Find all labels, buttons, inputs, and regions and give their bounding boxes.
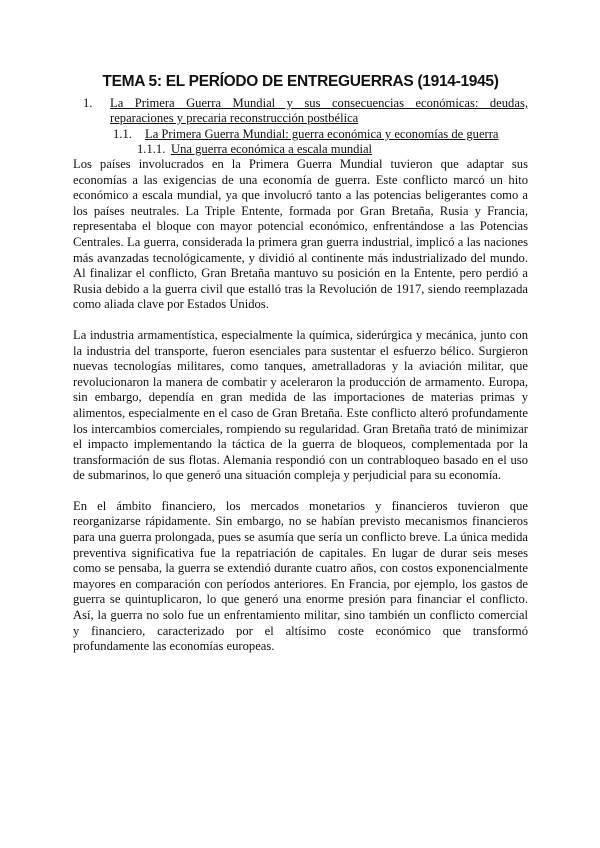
paragraph: La industria armamentística, especialmente la química, siderúrgica y mecánica, junto con la industria del transporte, fueron esenciales para sustentar el esfuerzo bélico. Surgieron nuevas tecnologías militares, como tanques, ametralladoras y la aviación militar, que revolucionaron la manera de combatir y aceleraron la producción de armamento. Europa, sin embargo, dependía en gran medida de las importaciones de materias primas y alimentos, especialmente en el caso de Gran Bretaña. Este conflicto alteró profundamente los intercambios comerciales, rompiendo su regularidad. Gran Bretaña trató de minimizar el impacto implementando la táctica de la guerra de bloqueos, complementada por la transformación de sus flotas. Alemania respondió con un contrabloqueo basado en el uso de submarinos, lo que generó una situación compleja y perjudicial para su economía. [73,327,528,483]
heading-1-text: La Primera Guerra Mundial y sus consecuencias económicas: deudas, reparaciones y precaria reconstrucción postbélica [110,96,528,125]
heading-2-text: La Primera Guerra Mundial: guerra económica y economías de guerra [145,127,499,141]
paragraph: Los países involucrados en la Primera Guerra Mundial tuvieron que adaptar sus economías a las exigencias de una economía de guerra. Este conflicto marcó un hito económico a escala mundial, ya que involucró tanto a las potencias beligerantes como a los países neutrales. La Triple Entente, formada por Gran Bretaña, Rusia y Francia, representaba el bloque con mayor potencial económico, enfrentándose a las Potencias Centrales. La guerra, considerada la primera gran guerra industrial, implicó a las naciones más avanzadas tecnológicamente, y dividió al continente más industrializado del mundo. Al finalizar el conflicto, Gran Bretaña mantuvo su posición en la Entente, pero perdió a Rusia debido a la guerra civil que estalló tras la Revolución de 1917, siendo reemplazada como aliada clave por Estados Unidos. [73,157,528,312]
heading-level-1 [83,96,528,126]
heading-3-number: 1.1.1. [137,142,166,156]
heading-1-number: 1. [83,96,93,110]
heading-level-3 [137,142,528,157]
heading-3-text: Una guerra económica a escala mundial [171,142,373,156]
document-page [73,72,528,655]
paragraph-spacer [73,484,528,499]
paragraph: En el ámbito financiero, los mercados monetarios y financieros tuvieron que reorganizarse rápidamente. Sin embargo, no se habían previsto mecanismos financieros para una guerra prolongada, pues se asumía que sería un conflicto breve. La única medida preventiva significativa fue la repatriación de capitales. En lugar de durar seis meses como se pensaba, la guerra se extendió durante cuatro años, con costos exponencialmente mayores en comparación con períodos anteriores. En Francia, por ejemplo, los gastos de guerra se quintuplicaron, lo que generó una enorme presión para financiar el conflicto. Así, la guerra no solo fue un enfrentamiento militar, sino también un conflicto comercial y financiero, caracterizado por el altísimo coste económico que transformó profundamente las economías europeas. [73,498,528,654]
page-title: TEMA 5: EL PERÍODO DE ENTREGUERRAS (1914-1945) [102,73,499,90]
heading-2-number: 1.1. [113,127,132,141]
heading-level-2 [113,127,528,142]
paragraph-spacer [73,313,528,328]
